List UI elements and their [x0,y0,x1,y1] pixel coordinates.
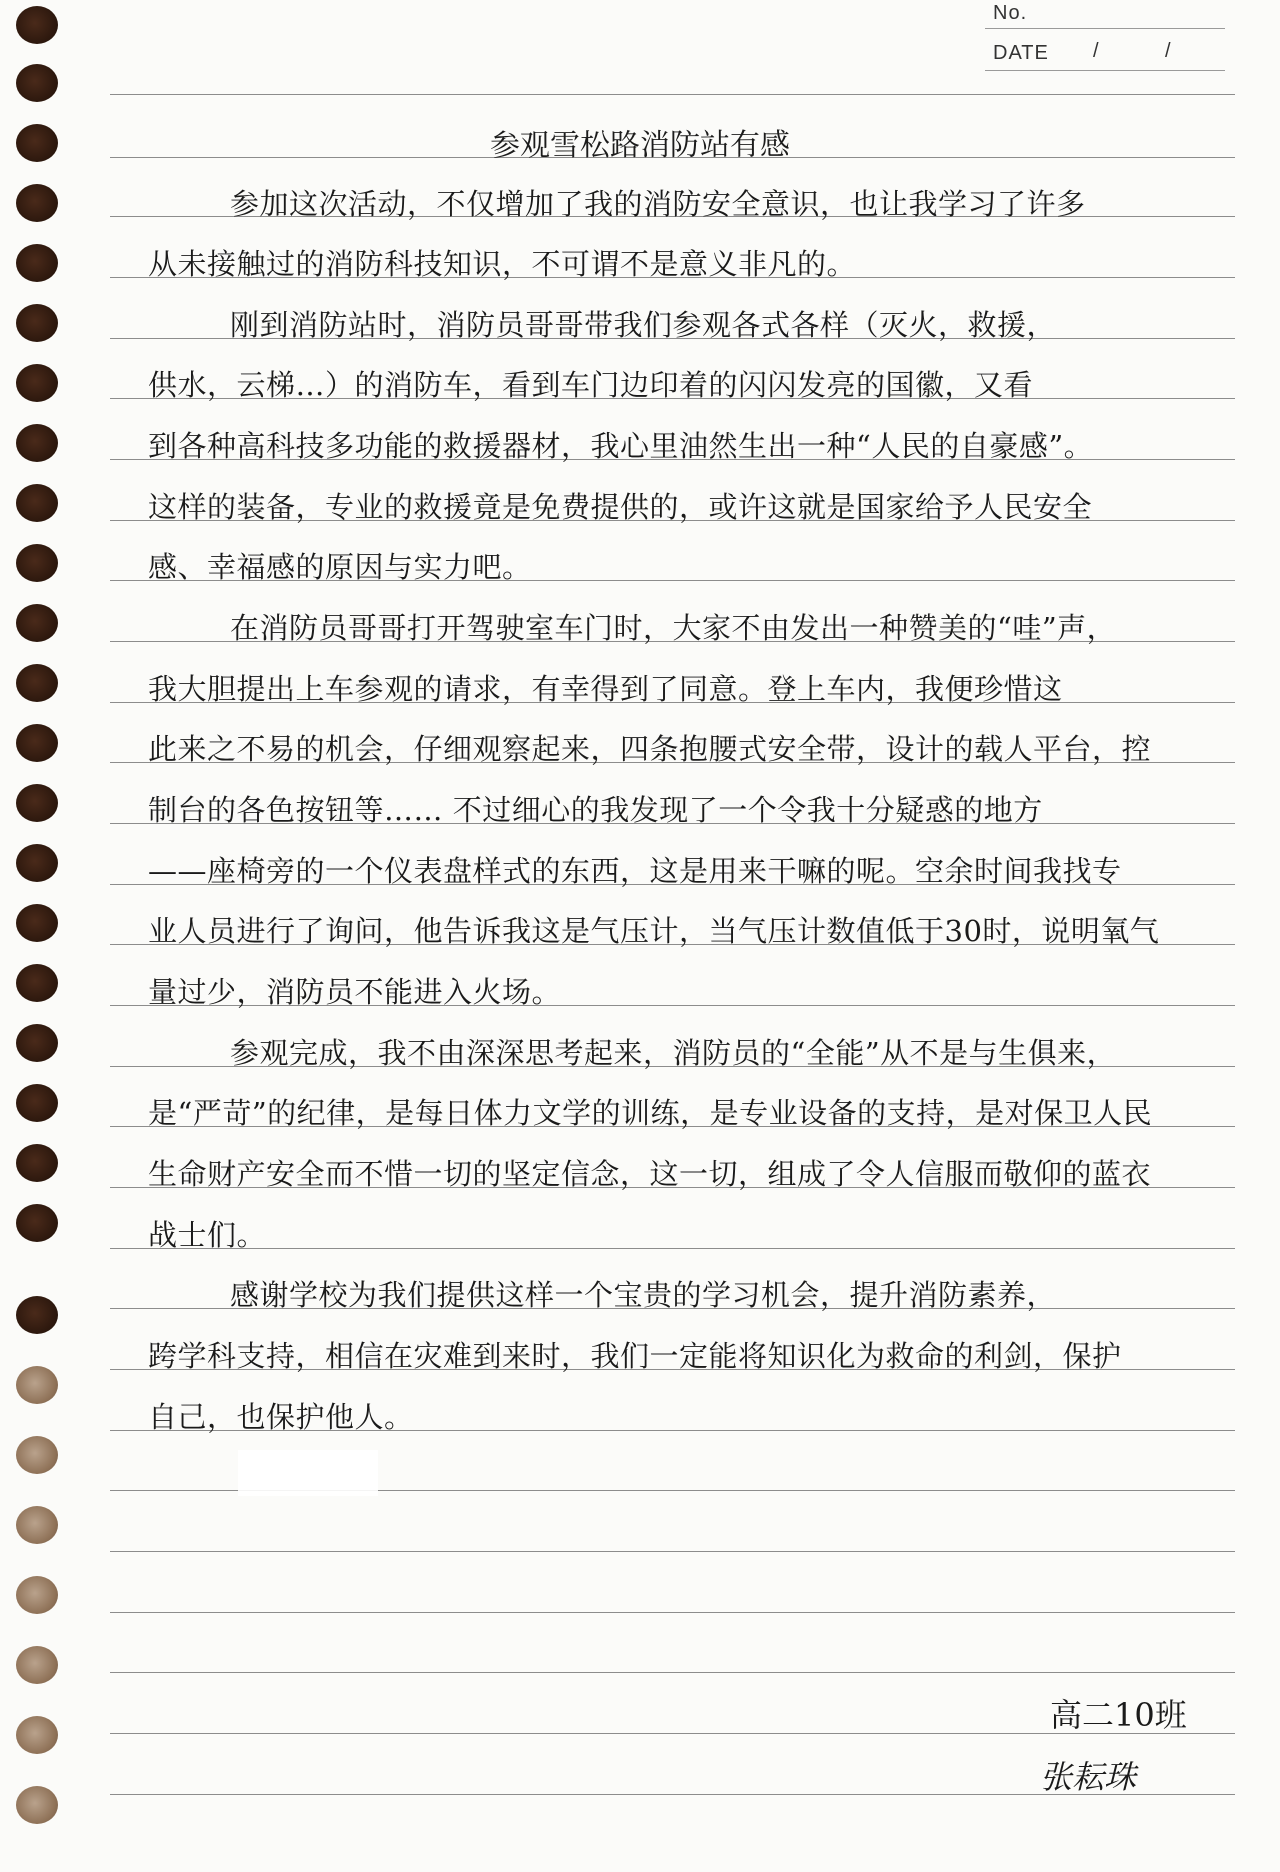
ruled-line [110,1248,1235,1249]
date-separator: / [1165,40,1171,62]
binder-hole [16,1296,58,1334]
ruled-line [110,1612,1235,1613]
binder-hole [16,6,58,44]
essay-line: 我大胆提出上车参观的请求，有幸得到了同意。登上车内，我便珍惜这 [148,672,1063,706]
binder-hole [16,364,58,402]
binder-hole [16,484,58,522]
essay-line: 感、幸福感的原因与实力吧。 [148,550,532,584]
binder-hole [16,1786,58,1824]
binder-hole [16,1716,58,1754]
erased-area [238,1450,378,1496]
binder-hole [16,544,58,582]
binder-hole [16,724,58,762]
ruled-line [110,1551,1235,1552]
binder-hole [16,424,58,462]
binder-hole [16,1084,58,1122]
binder-hole [16,304,58,342]
binder-hole [16,244,58,282]
binder-hole [16,1366,58,1404]
binder-hole [16,604,58,642]
binder-hole [16,664,58,702]
binder-hole [16,1576,58,1614]
essay-line: 此来之不易的机会，仔细观察起来，四条抱腰式安全带，设计的载人平台，控 [148,732,1152,766]
binder-hole [16,1646,58,1684]
binder-hole [16,1506,58,1544]
essay-line: 生命财产安全而不惜一切的坚定信念，这一切，组成了令人信服而敬仰的蓝衣 [148,1157,1152,1191]
essay-line: 参观完成，我不由深深思考起来，消防员的“全能”从不是与生俱来， [230,1036,1117,1070]
binder-hole [16,1204,58,1242]
essay-line: 跨学科支持，相信在灾难到来时，我们一定能将知识化为救命的利剑，保护 [148,1339,1122,1373]
class-label: 高二10班 [1050,1696,1187,1734]
essay-line: 从未接触过的消防科技知识，不可谓不是意义非凡的。 [148,247,857,281]
header-rule [985,28,1225,29]
essay-line: 战士们。 [148,1218,267,1252]
binder-hole [16,904,58,942]
binder-hole [16,1024,58,1062]
essay-line: 制台的各色按钮等…… 不过细心的我发现了一个令我十分疑惑的地方 [148,793,1043,827]
essay-line: 是“严苛”的纪律，是每日体力文学的训练，是专业设备的支持，是对保卫人民 [148,1096,1153,1130]
binder-hole [16,844,58,882]
essay-line: ——座椅旁的一个仪表盘样式的东西，这是用来干嘛的呢。空余时间我找专 [148,854,1122,888]
binder-holes [14,0,66,1872]
essay-title: 参观雪松路消防站有感 [489,127,791,164]
date-label: DATE [993,42,1049,64]
author-name: 张耘珠 [1040,1758,1137,1796]
number-label: No. [993,2,1028,24]
essay-line: 这样的装备，专业的救援竟是免费提供的，或许这就是国家给予人民安全 [148,490,1093,524]
ruled-line [110,1672,1235,1673]
binder-hole [16,964,58,1002]
date-separator: / [1093,40,1099,62]
binder-hole [16,784,58,822]
binder-hole [16,1144,58,1182]
essay-line: 刚到消防站时，消防员哥哥带我们参观各式各样（灭火，救援， [230,308,1057,342]
essay-line: 参加这次活动，不仅增加了我的消防安全意识，也让我学习了许多 [230,187,1086,221]
essay-line: 在消防员哥哥打开驾驶室车门时，大家不由发出一种赞美的“哇”声， [230,611,1117,645]
binder-hole [16,184,58,222]
binder-hole [16,1436,58,1474]
header-rule [985,70,1225,71]
essay-line: 业人员进行了询问，他告诉我这是气压计，当气压计数值低于30时，说明氧气 [148,914,1160,948]
essay-line: 量过少，消防员不能进入火场。 [148,975,562,1009]
essay-line: 自己，也保护他人。 [148,1400,414,1434]
essay-line: 到各种高科技多功能的救援器材，我心里油然生出一种“人民的自豪感”。 [148,429,1094,463]
ruled-line [110,94,1235,95]
binder-hole [16,64,58,102]
essay-line: 感谢学校为我们提供这样一个宝贵的学习机会，提升消防素养， [230,1278,1057,1312]
essay-line: 供水，云梯…）的消防车，看到车门边印着的闪闪发亮的国徽，又看 [148,368,1034,402]
